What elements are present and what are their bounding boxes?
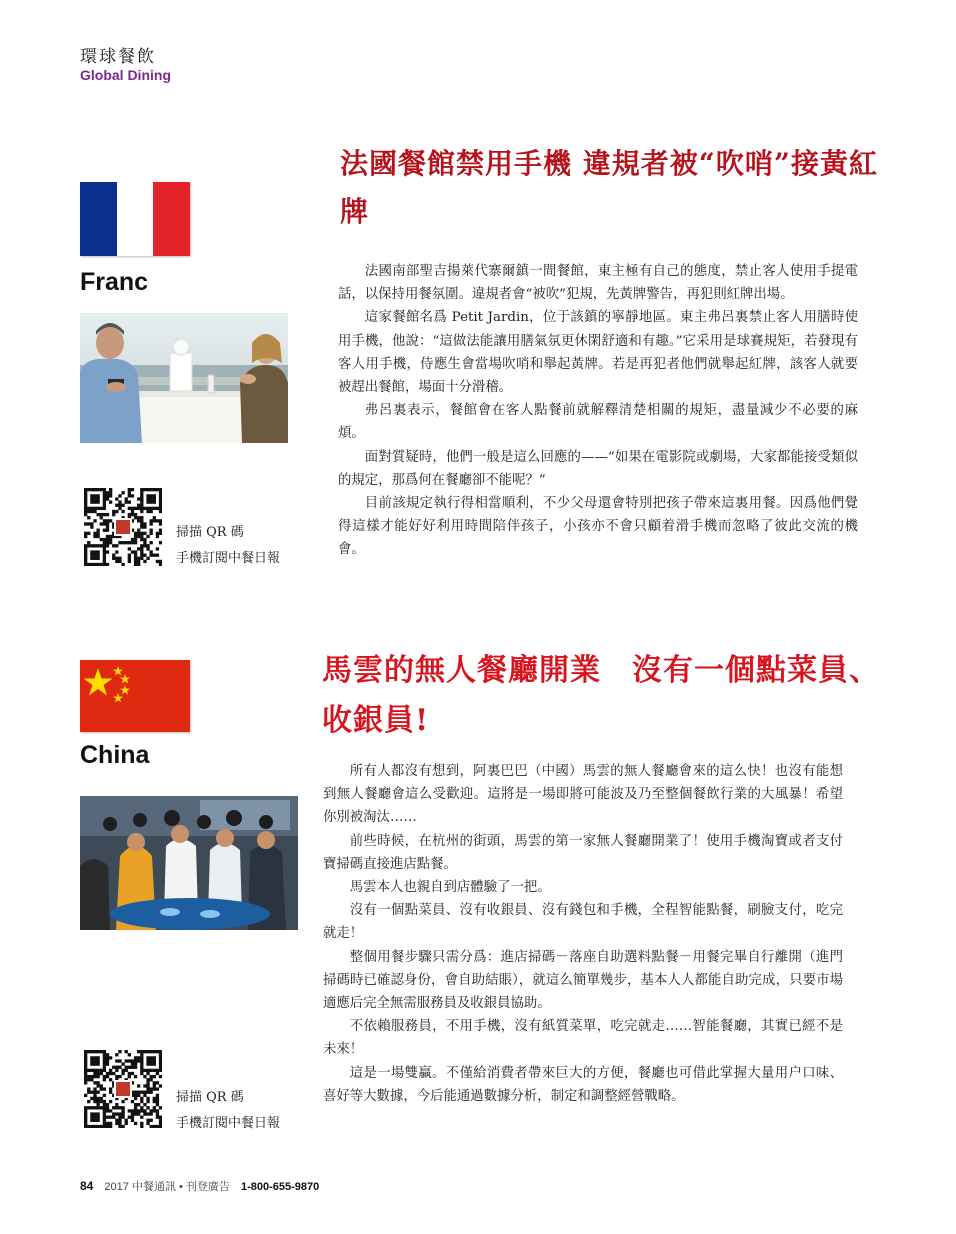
paragraph: 這家餐館名爲 Petit Jardin，位于該鎮的寧靜地區。東主弗呂裏禁止客人用膳時使用手機，他說：“這做法能讓用膳氣氛更休閑舒適和有趣。”它采用是球賽規矩，若發現有客人用手機，侍應生會當場吹哨和舉起黃牌。若是再犯者他們就舉起紅牌，該客人就要被趕出餐館，場面十分滑稽。 bbox=[338, 310, 858, 396]
china-article-body bbox=[323, 760, 843, 1108]
section-title-en: Global Dining bbox=[80, 67, 171, 83]
paragraph: 弗呂裏表示，餐館會在客人點餐前就解釋清楚相關的規矩，盡量減少不必要的麻煩。 bbox=[338, 403, 858, 442]
paragraph: 整個用餐步驟只需分爲：進店掃碼－落座自助選料點餐－用餐完畢自行離開（進門掃碼時已確認身份，會自助結賬），就這么簡單幾步，基本人人都能自助完成，只要市場適應后完全無需服務員及收銀員協助。 bbox=[323, 949, 843, 1012]
country-label-china: China bbox=[80, 741, 150, 769]
paragraph: 所有人都沒有想到，阿裏巴巴（中國）馬雲的無人餐廳會來的這么快！也沒有能想到無人餐廳會這么受歡迎。這將是一場即將可能波及乃至整個餐飲行業的大風暴！希望你別被淘汰…… bbox=[323, 764, 843, 826]
france-restaurant-photo bbox=[80, 313, 288, 443]
china-restaurant-photo bbox=[80, 796, 298, 930]
qr-caption-line: 掃描 QR 碼 bbox=[176, 525, 244, 540]
page-number: 84 bbox=[80, 1179, 94, 1193]
footer-phone: 1-800-655-9870 bbox=[240, 1181, 320, 1193]
qr-code-icon[interactable] bbox=[84, 1050, 162, 1128]
paragraph: 不依賴服務員，不用手機，沒有紙質菜單，吃完就走……智能餐廳，其實已經不是未來！ bbox=[323, 1019, 843, 1058]
france-flag-icon bbox=[80, 182, 190, 256]
paragraph: 前些時候，在杭州的街頭，馬雲的第一家無人餐廳開業了！使用手機淘寶或者支付寶掃碼直接進店點餐。 bbox=[323, 833, 843, 872]
qr-code-icon[interactable] bbox=[84, 488, 162, 566]
qr-caption-china bbox=[176, 1085, 280, 1137]
qr-caption-line: 手機訂閱中餐日報 bbox=[176, 551, 281, 566]
section-title-zh: 環球餐飲 bbox=[80, 47, 156, 67]
france-article-body bbox=[338, 260, 858, 562]
page-footer bbox=[80, 1178, 319, 1194]
footer-text: 2017 中餐通訊 • 刊登廣告 bbox=[104, 1181, 230, 1193]
paragraph: 面對質疑時，他們一般是這么回應的——“如果在電影院或劇場，大家都能接受類似的規定，那爲何在餐廳卻不能呢？” bbox=[338, 449, 858, 488]
paragraph: 法國南部聖吉揚萊代寨爾鎮一間餐館，東主極有自己的態度，禁止客人使用手提電話，以保持用餐氛圍。違規者會“被吹”犯規，先黃牌警告，再犯則紅牌出場。 bbox=[338, 264, 858, 303]
china-flag-icon bbox=[80, 660, 190, 732]
paragraph: 沒有一個點菜員、沒有收銀員、沒有錢包和手機，全程智能點餐，刷臉支付，吃完就走！ bbox=[323, 903, 843, 942]
qr-caption-france bbox=[176, 520, 280, 572]
china-article-title: 馬雲的無人餐廳開業 沒有一個點菜員、收銀員! bbox=[322, 653, 880, 738]
france-article-title: 法國餐館禁用手機 違規者被“吹哨”接黃紅牌 bbox=[340, 147, 878, 228]
paragraph: 馬雲本人也親自到店體驗了一把。 bbox=[349, 880, 551, 896]
paragraph: 這是一場雙贏。不僅給消費者帶來巨大的方便，餐廳也可借此掌握大量用户口味、喜好等大數據，今后能通過數據分析，制定和調整經營戰略。 bbox=[323, 1065, 843, 1104]
paragraph: 目前該規定執行得相當順利，不少父母還會特別把孩子帶來這裏用餐。因爲他們覺得這樣才能好好利用時間陪伴孩子，小孩亦不會只顧着滑手機而忽略了彼此交流的機會。 bbox=[338, 496, 858, 558]
country-label-france: Franc bbox=[80, 268, 149, 296]
qr-caption-line: 手機訂閱中餐日報 bbox=[176, 1116, 281, 1131]
qr-caption-line: 掃描 QR 碼 bbox=[176, 1090, 244, 1105]
